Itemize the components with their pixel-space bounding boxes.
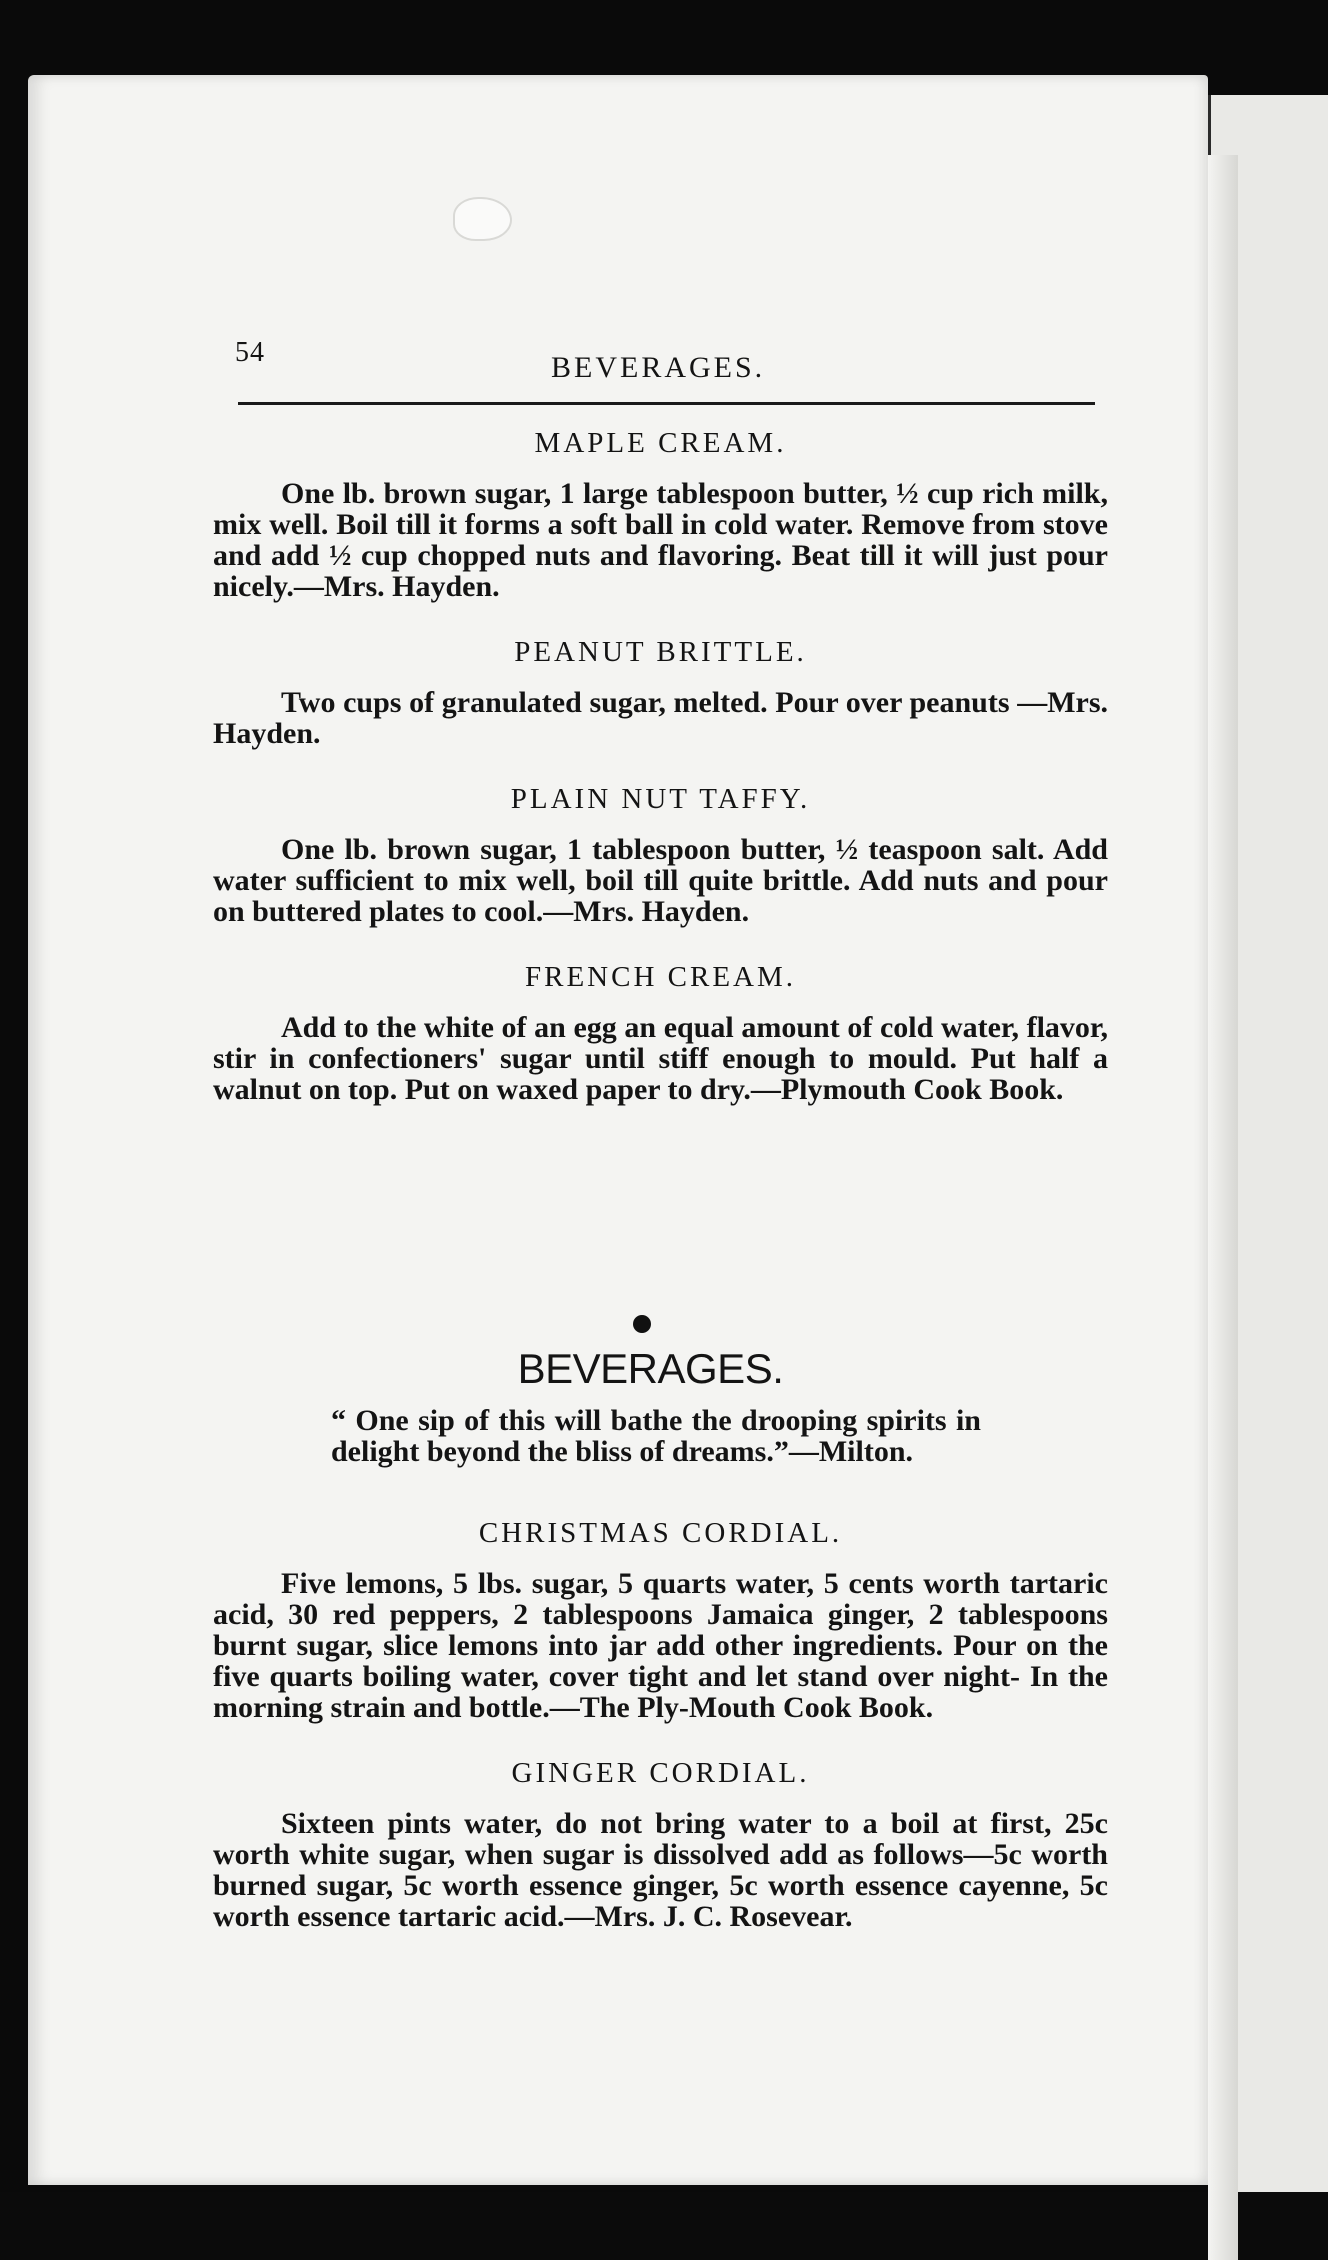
page-header — [213, 315, 1108, 385]
recipe-title: PEANUT BRITTLE. — [514, 636, 807, 668]
recipe-title: MAPLE CREAM. — [534, 427, 787, 459]
section-title: BEVERAGES. — [517, 1345, 784, 1392]
paper-blemish — [453, 197, 512, 241]
section-dot — [633, 1315, 651, 1333]
recipe-body: One lb. brown sugar, 1 tablespoon butter, ½ teaspoon salt. Add water sufficient to mix well, boil till quite brittle. Add nuts and pour on buttered plates to cool.—Mrs. Hayden. — [213, 833, 1108, 928]
recipe-title: FRENCH CREAM. — [524, 961, 797, 993]
recipe-body: Five lemons, 5 lbs. sugar, 5 quarts water, 5 cents worth tartaric acid, 30 red peppers, 2 tablespoons Jamaica ginger, 2 tablespoons burnt sugar, slice lemons into jar add other ingredients. Pour on the five quarts boiling water, cover tight and let stand over night- In the morning strain and bottle.—The Ply-Mouth Cook Book. — [213, 1567, 1108, 1724]
page-number: 54 — [235, 337, 265, 368]
book-page — [28, 75, 1208, 2185]
recipes-top — [213, 427, 1108, 1139]
running-head: BEVERAGES. — [551, 351, 766, 384]
recipe-title: PLAIN NUT TAFFY. — [510, 783, 811, 815]
recipe-body: Add to the white of an egg an equal amount of cold water, flavor, stir in confectioners' sugar until stiff enough to mould. Put half a walnut on top. Put on waxed paper to dry.—Plymouth Cook Book. — [213, 1011, 1108, 1106]
recipe-title: CHRISTMAS CORDIAL. — [478, 1517, 843, 1549]
recipe-body: One lb. brown sugar, 1 large tablespoon butter, ½ cup rich milk, mix well. Boil till it forms a soft ball in cold water. Remove from stove and add ½ cup chopped nuts and flavoring. Beat till it will just pour nicely.—Mrs. Hayden. — [213, 477, 1108, 603]
epigraph-quote: “ One sip of this will bathe the drooping spirits in delight beyond the bliss of dreams.”—Milton. — [331, 1404, 981, 1468]
recipe-title: GINGER CORDIAL. — [511, 1757, 810, 1789]
page-gutter-shadow — [1208, 155, 1238, 2260]
header-rule — [238, 402, 1095, 405]
recipe-body: Two cups of granulated sugar, melted. Pour over peanuts —Mrs. Hayden. — [213, 686, 1108, 750]
recipes-beverages — [213, 1517, 1108, 1966]
page-content — [213, 315, 1108, 1933]
recipe-body: Sixteen pints water, do not bring water to a boil at first, 25c worth white sugar, when sugar is dissolved add as follows—5c worth burned sugar, 5c worth essence ginger, 5c worth essence cayenne, 5c worth essence tartaric acid.—Mrs. J. C. Rosevear. — [213, 1807, 1108, 1933]
